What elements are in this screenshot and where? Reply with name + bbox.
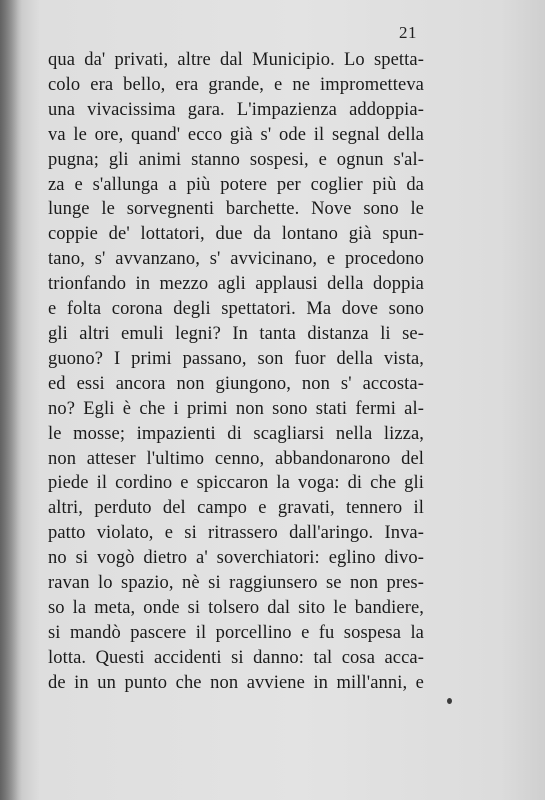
text-line: ravan lo spazio, nè si raggiunsero se non pres- <box>48 573 424 594</box>
text-line: za e s'allunga a più potere per coglier più da <box>48 174 424 195</box>
text-line: de in un punto che non avviene in mill'anni, e <box>48 672 424 693</box>
text-line: tano, s' avvanzano, s' avvicinano, e procedono <box>48 249 424 270</box>
text-line: lotta. Questi accidenti si danno: tal cosa acca- <box>48 647 424 668</box>
text-line: qua da' privati, altre dal Municipio. Lo spetta- <box>48 50 424 70</box>
text-line: so la meta, onde si tolsero dal sito le bandiere, <box>48 597 424 618</box>
text-line: va le ore, quand' ecco già s' ode il segnal della <box>48 124 424 145</box>
text-line: trionfando in mezzo agli applausi della doppia <box>48 274 424 295</box>
text-line: patto violato, e si ritrassero dall'aringo. Inva- <box>48 523 424 544</box>
text-line: altri, perduto del campo e gravati, tennero il <box>48 498 424 519</box>
text-line: piede il cordino e spiccaron la voga: di che gli <box>48 473 424 494</box>
text-line: coppie de' lottatori, due da lontano già spun- <box>48 224 424 245</box>
body-text <box>48 48 424 696</box>
text-line: lunge le sorvegnenti barchette. Nove sono le <box>48 199 424 220</box>
ink-spot <box>447 698 452 704</box>
text-line: le mosse; impazienti di scagliarsi nella lizza, <box>48 423 424 444</box>
text-line: guono? I primi passano, son fuor della vista, <box>48 348 424 369</box>
text-line: no si vogò dietro a' soverchiatori: eglino divo- <box>48 548 424 569</box>
text-line: e folta corona degli spettatori. Ma dove sono <box>48 299 424 320</box>
page-number: 21 <box>399 23 417 42</box>
text-line: pugna; gli animi stanno sospesi, e ognun s'al- <box>48 149 424 170</box>
text-line: non atteser l'ultimo cenno, abbandonarono del <box>48 448 424 469</box>
binding-gutter-shadow <box>0 0 22 800</box>
text-line: no? Egli è che i primi non sono stati fermi al- <box>48 398 424 419</box>
text-line: gli altri emuli legni? In tanta distanza li se- <box>48 323 424 344</box>
text-line: una vivacissima gara. L'impazienza addoppia- <box>48 99 424 120</box>
text-line: si mandò pascere il porcellino e fu sospesa la <box>48 622 424 643</box>
text-line: ed essi ancora non giungono, non s' accosta- <box>48 373 424 394</box>
text-line: colo era bello, era grande, e ne imprometteva <box>48 74 424 95</box>
